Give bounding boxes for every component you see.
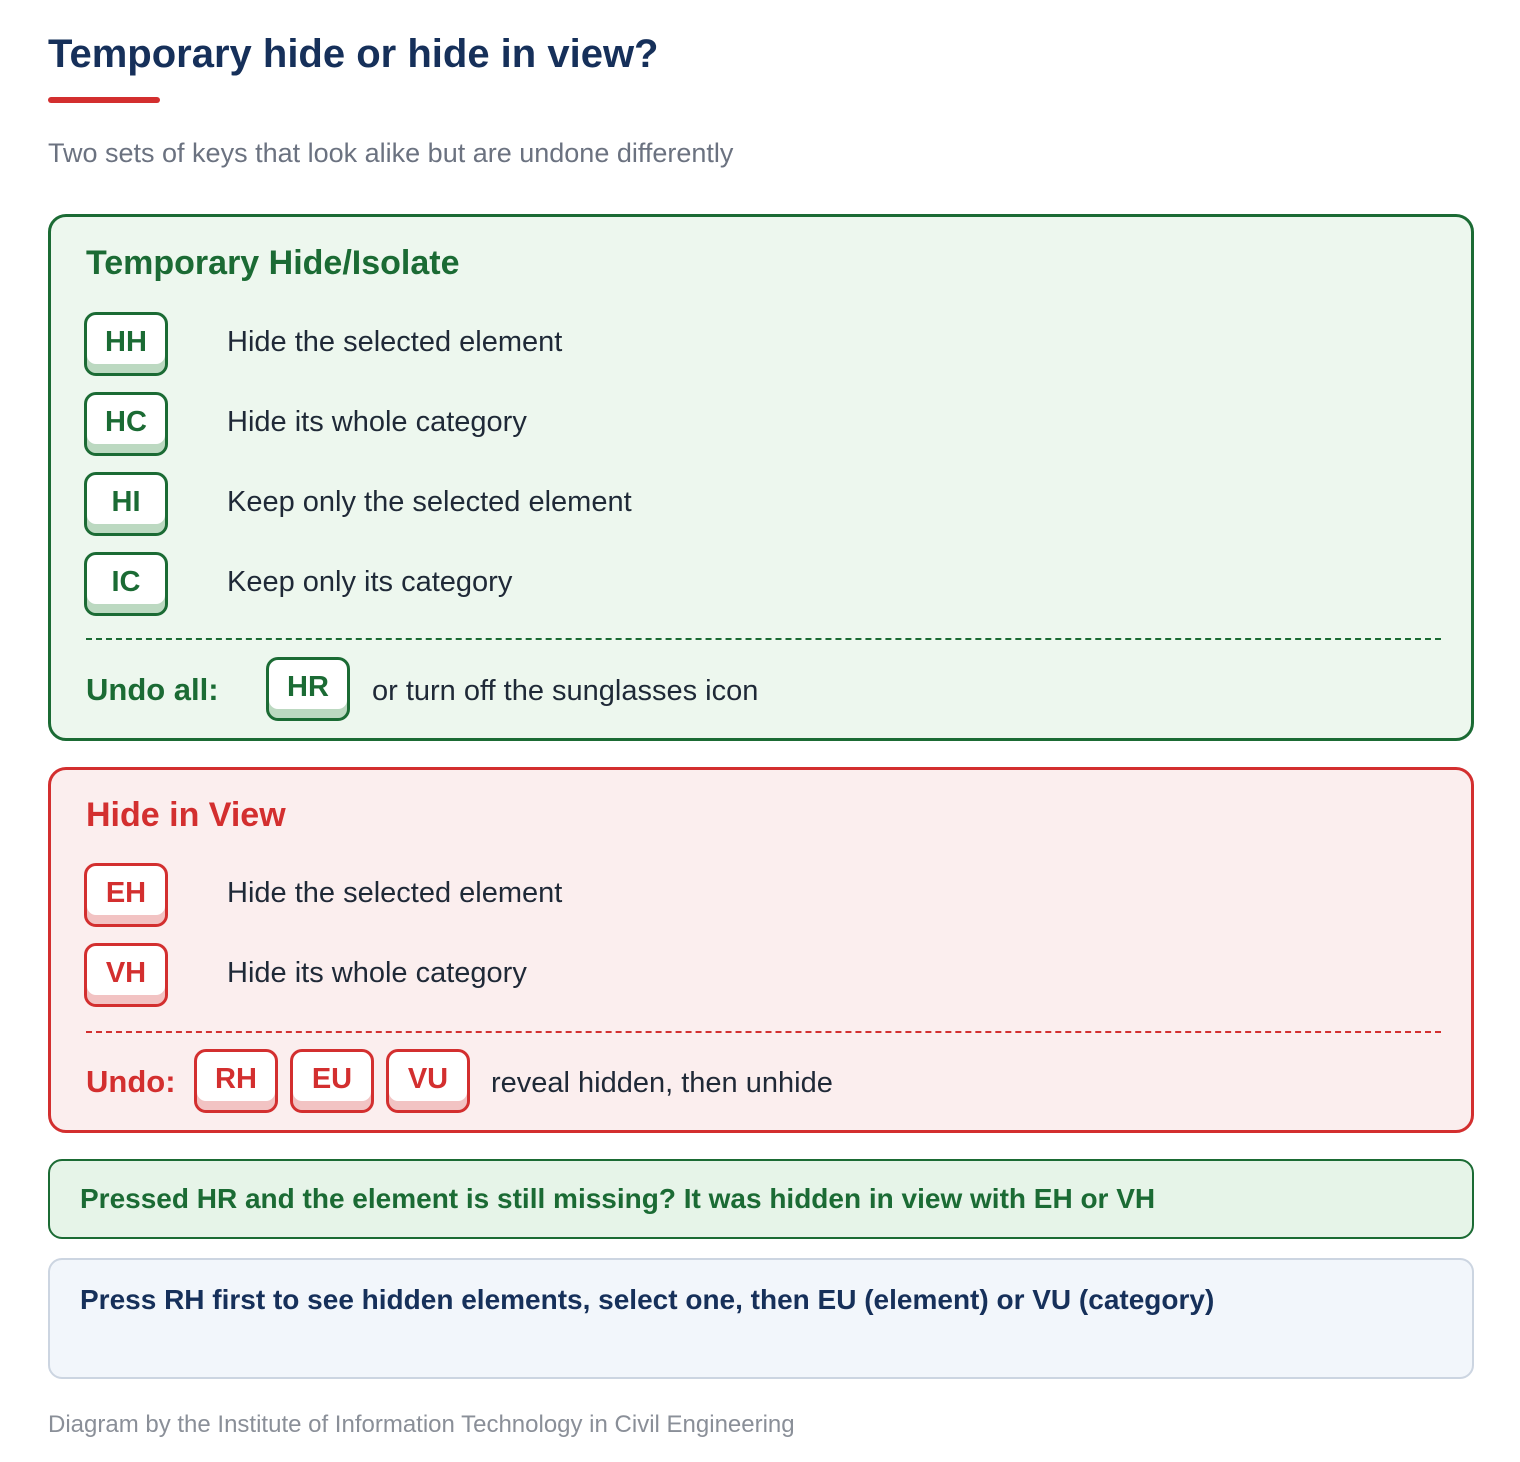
shortcut-key: HC [84, 392, 168, 456]
shortcut-key: HH [84, 312, 168, 376]
undo-label: Undo: [86, 1064, 176, 1099]
page-subtitle: Two sets of keys that look alike but are undone differently [48, 138, 734, 168]
hide-in-view-title: Hide in View [86, 796, 286, 834]
undo-all-label: Undo all: [86, 672, 219, 707]
tip-note [48, 1258, 1474, 1379]
shortcut-key: EH [84, 863, 168, 927]
shortcut-row [84, 312, 1384, 376]
page-title: Temporary hide or hide in view? [48, 32, 659, 76]
shortcut-key: HI [84, 472, 168, 536]
undo-key: RH [194, 1049, 278, 1113]
shortcut-row [84, 943, 1384, 1007]
shortcut-description: Hide its whole category [227, 957, 527, 989]
shortcut-row [84, 392, 1384, 456]
shortcut-description: Hide the selected element [227, 326, 563, 358]
shortcut-row [84, 472, 1384, 536]
shortcut-row [84, 863, 1384, 927]
temporary-hide-panel [48, 214, 1474, 741]
shortcut-key: VH [84, 943, 168, 1007]
warning-note-text: Pressed HR and the element is still missing? It was hidden in view with EH or VH [80, 1183, 1156, 1214]
tip-note-text: Press RH first to see hidden elements, select one, then EU (element) or VU (category) [80, 1284, 1215, 1315]
warning-note [48, 1159, 1474, 1239]
hide-in-view-panel [48, 767, 1474, 1133]
section-divider [86, 638, 1441, 640]
title-underline [48, 97, 160, 103]
shortcut-description: Keep only its category [227, 566, 513, 598]
shortcut-description: Keep only the selected element [227, 486, 632, 518]
shortcut-key: IC [84, 552, 168, 616]
undo-key: VU [386, 1049, 470, 1113]
undo-key: EU [290, 1049, 374, 1113]
undo-description: or turn off the sunglasses icon [372, 675, 759, 707]
shortcut-description: Hide its whole category [227, 406, 527, 438]
footer-credit: Diagram by the Institute of Information Technology in Civil Engineering [48, 1411, 795, 1438]
shortcut-row [84, 552, 1384, 616]
section-divider [86, 1031, 1441, 1033]
temporary-hide-title: Temporary Hide/Isolate [86, 244, 460, 282]
shortcut-description: Hide the selected element [227, 877, 563, 909]
undo-description: reveal hidden, then unhide [491, 1067, 833, 1099]
undo-key: HR [266, 657, 350, 721]
